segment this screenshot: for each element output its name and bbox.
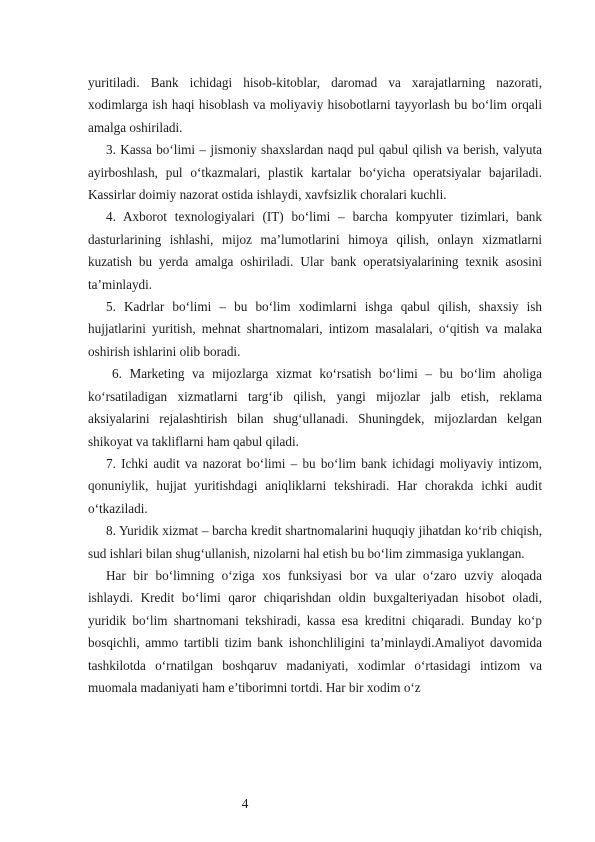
paragraph-summary: Har bir bo‘limning o‘ziga xos funksiyasi bor va ular o‘zaro uzviy aloqada ishlaydi. Kredit bo‘limi qaror chiqarishdan oldin buxgalteriyadan hisobot oladi, yuridik bo‘lim shartnomani tekshiradi, kassa esa kreditni chiqaradi. Bunday ko‘p bosqichli, ammo tartibli tizim bank ishonchliligini ta’minlaydi.Amaliyot davomida tashkilotda o‘rnatilgan boshqaruv madaniyati, xodimlar o‘rtasidagi intizom va muomala madaniyati ham e’tiborimni tortdi. Har bir xodim o‘z	[88, 567, 542, 695]
document-body	[88, 72, 542, 699]
paragraph-cash-department: 3. Kassa bo‘limi – jismoniy shaxslardan naqd pul qabul qilish va berish, valyuta ayirboshlash, pul o‘tkazmalari, plastik kartalar bo‘yicha operatsiyalar bajariladi. Kassirlar doimiy nazorat ostida ishlaydi, xavfsizlik choralari kuchli.	[88, 142, 542, 203]
paragraph-it-department: 4. Axborot texnologiyalari (IT) bo‘limi – barcha kompyuter tizimlari, bank dasturlarining ishlashi, mijoz ma’lumotlarini himoya qilish, onlayn xizmatlarni kuzatish bu yerda amalga oshiriladi. Ular bank operatsiyalarining texnik asosini ta’minlaydi.	[88, 209, 542, 292]
paragraph-legal-service: 8. Yuridik xizmat – barcha kredit shartnomalarini huquqiy jihatdan ko‘rib chiqish, sud ishlari bilan shug‘ullanish, nizolarni hal etish bu bo‘lim zimmasiga yuklangan.	[88, 523, 542, 561]
paragraph-marketing-department: 6. Marketing va mijozlarga xizmat ko‘rsatish bo‘limi – bu bo‘lim aholiga ko‘rsatiladigan xizmatlarni targ‘ib qilish, yangi mijozlar jalb etish, reklama aksiyalarini rejalashtirish bilan shug‘ullanadi. Shuningdek, mijozlardan kelgan shikoyat va takliflarni ham qabul qiladi.	[88, 366, 542, 449]
page-number: 4	[241, 796, 249, 811]
paragraph-accounting-continuation: yuritiladi. Bank ichidagi hisob-kitoblar, daromad va xarajatlarning nazorati, xodimlarga ish haqi hisoblash va moliyaviy hisobotlarni tayyorlash bu bo‘lim orqali amalga oshiriladi.	[88, 75, 542, 135]
paragraph-hr-department: 5. Kadrlar bo‘limi – bu bo‘lim xodimlarni ishga qabul qilish, shaxsiy ish hujjatlarini yuritish, mehnat shartnomalari, intizom masalalari, o‘qitish va malaka oshirish ishlarini olib boradi.	[88, 299, 542, 359]
paragraph-internal-audit: 7. Ichki audit va nazorat bo‘limi – bu bo‘lim bank ichidagi moliyaviy intizom, qonuniylik, hujjat yuritishdagi aniqliklarni tekshiradi. Har chorakda ichki audit o‘tkaziladi.	[88, 455, 542, 516]
